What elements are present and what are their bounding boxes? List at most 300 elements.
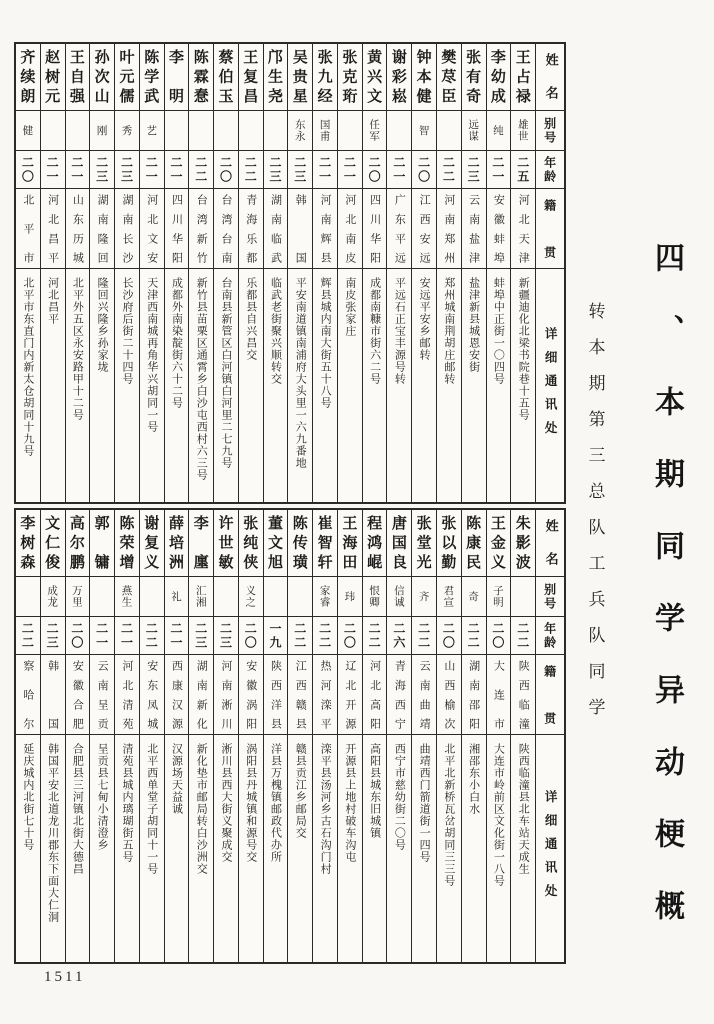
name-text: 谢复义 bbox=[142, 515, 161, 571]
age-text: 二三 bbox=[218, 621, 233, 650]
age-cell bbox=[239, 616, 263, 654]
name-text: 叶元儒 bbox=[117, 49, 136, 105]
person-column bbox=[312, 510, 337, 962]
name-cell bbox=[412, 510, 436, 576]
age-cell bbox=[41, 150, 65, 188]
native-cell bbox=[115, 654, 139, 734]
native-cell bbox=[41, 654, 65, 734]
person-column bbox=[436, 510, 461, 962]
row-header-column bbox=[535, 44, 564, 502]
age-text: 二一 bbox=[45, 155, 60, 184]
age-text: 二一 bbox=[317, 155, 332, 184]
name-cell bbox=[90, 44, 114, 110]
age-cell bbox=[511, 616, 535, 654]
name-text: 崔智轩 bbox=[315, 515, 334, 571]
age-cell bbox=[239, 150, 263, 188]
native-cell bbox=[140, 188, 164, 268]
address-cell bbox=[239, 734, 263, 962]
native-cell bbox=[115, 188, 139, 268]
address-cell bbox=[115, 734, 139, 962]
age-text: 二二 bbox=[144, 621, 159, 650]
header-alias-text: 别号 bbox=[542, 582, 557, 611]
native-text: 青海乐都 bbox=[244, 194, 258, 263]
alias-text: 成龙 bbox=[46, 585, 59, 608]
name-cell bbox=[487, 510, 511, 576]
address-text: 新化垫市邮局转白沙洲交 bbox=[195, 743, 209, 875]
row-header-column bbox=[535, 510, 564, 962]
age-cell bbox=[90, 150, 114, 188]
age-text: 二二 bbox=[20, 621, 35, 650]
address-cell bbox=[412, 268, 436, 502]
alias-text: 刚 bbox=[95, 124, 108, 137]
age-cell bbox=[115, 150, 139, 188]
person-column bbox=[486, 44, 511, 502]
name-cell bbox=[338, 510, 362, 576]
name-cell bbox=[363, 510, 387, 576]
name-text: 张以勤 bbox=[439, 515, 458, 571]
name-text: 王自强 bbox=[67, 49, 86, 105]
address-text: 呈贡县七甸小清澄乡 bbox=[96, 743, 110, 851]
age-text: 二〇 bbox=[69, 621, 84, 650]
name-text: 孙次山 bbox=[92, 49, 111, 105]
alias-cell bbox=[437, 110, 461, 150]
native-cell bbox=[288, 654, 312, 734]
native-text: 湖南临武 bbox=[269, 194, 283, 263]
age-text: 二一 bbox=[490, 155, 505, 184]
age-text: 二三 bbox=[193, 621, 208, 650]
alias-cell bbox=[313, 576, 337, 616]
name-text: 张克珩 bbox=[340, 49, 359, 105]
native-cell bbox=[437, 188, 461, 268]
name-cell bbox=[338, 44, 362, 110]
address-cell bbox=[41, 734, 65, 962]
native-cell bbox=[437, 654, 461, 734]
address-text: 北平外五区永安路甲十二号 bbox=[71, 277, 85, 421]
address-text: 平远石正宝丰源号转 bbox=[393, 277, 407, 385]
name-cell bbox=[462, 510, 486, 576]
age-cell bbox=[115, 616, 139, 654]
name-text: 赵树元 bbox=[43, 49, 62, 105]
name-cell bbox=[487, 44, 511, 110]
name-text: 程鸿崐 bbox=[365, 515, 384, 571]
age-text: 二一 bbox=[342, 155, 357, 184]
name-text: 张纯侠 bbox=[241, 515, 260, 571]
person-column bbox=[139, 510, 164, 962]
header-name-text: 姓名 bbox=[542, 519, 558, 567]
age-text: 二一 bbox=[391, 155, 406, 184]
age-cell bbox=[165, 616, 189, 654]
header-native-cell bbox=[536, 654, 564, 734]
age-cell bbox=[363, 616, 387, 654]
header-age-cell bbox=[536, 150, 564, 188]
age-cell bbox=[487, 616, 511, 654]
age-text: 二〇 bbox=[416, 155, 431, 184]
name-cell bbox=[264, 44, 288, 110]
name-text: 文仁俊 bbox=[43, 515, 62, 571]
person-column bbox=[164, 510, 189, 962]
native-text: 安徽蚌埠 bbox=[492, 194, 506, 263]
name-cell bbox=[462, 44, 486, 110]
name-text: 高尔鹏 bbox=[67, 515, 86, 571]
name-cell bbox=[165, 44, 189, 110]
name-text: 王复昌 bbox=[241, 49, 260, 105]
native-cell bbox=[165, 188, 189, 268]
address-cell bbox=[264, 734, 288, 962]
name-cell bbox=[363, 44, 387, 110]
native-text: 湖南长沙 bbox=[120, 194, 134, 263]
alias-cell bbox=[437, 576, 461, 616]
person-column bbox=[139, 44, 164, 502]
header-name-cell bbox=[536, 510, 564, 576]
age-cell bbox=[41, 616, 65, 654]
name-text: 樊荩臣 bbox=[439, 49, 458, 105]
header-age-cell bbox=[536, 616, 564, 654]
age-cell bbox=[338, 616, 362, 654]
name-cell bbox=[90, 510, 114, 576]
name-cell bbox=[16, 44, 40, 110]
alias-cell bbox=[66, 110, 90, 150]
person-column bbox=[40, 510, 65, 962]
alias-text: 万里 bbox=[70, 585, 83, 608]
person-column bbox=[337, 44, 362, 502]
name-text: 陈学武 bbox=[142, 49, 161, 105]
native-cell bbox=[462, 654, 486, 734]
age-cell bbox=[189, 616, 213, 654]
address-text: 洋县万槐镇邮政代办所 bbox=[269, 743, 283, 863]
section-title: 四、本期同学异动梗概 bbox=[649, 242, 684, 962]
name-text: 钟本健 bbox=[414, 49, 433, 105]
name-cell bbox=[511, 44, 535, 110]
age-cell bbox=[437, 150, 461, 188]
person-column bbox=[65, 510, 90, 962]
address-cell bbox=[462, 268, 486, 502]
native-text: 四川华阳 bbox=[170, 194, 184, 263]
address-text: 赣县贡江乡邮局交 bbox=[294, 743, 308, 839]
name-cell bbox=[239, 510, 263, 576]
alias-text: 远谋 bbox=[467, 119, 480, 142]
age-text: 二一 bbox=[144, 155, 159, 184]
alias-text: 汇湘 bbox=[194, 585, 207, 608]
alias-cell bbox=[264, 576, 288, 616]
name-text: 李树森 bbox=[18, 515, 37, 571]
age-text: 二二 bbox=[416, 621, 431, 650]
address-cell bbox=[140, 734, 164, 962]
person-column bbox=[16, 44, 40, 502]
address-cell bbox=[387, 734, 411, 962]
header-alias-cell bbox=[536, 110, 564, 150]
alias-text: 雄世 bbox=[516, 119, 529, 142]
alias-cell bbox=[115, 110, 139, 150]
alias-cell bbox=[487, 576, 511, 616]
age-cell bbox=[16, 616, 40, 654]
native-text: 韩国 bbox=[294, 194, 308, 263]
alias-cell bbox=[511, 576, 535, 616]
name-cell bbox=[313, 44, 337, 110]
native-cell bbox=[511, 654, 535, 734]
header-native-text: 籍贯 bbox=[542, 665, 557, 724]
address-text: 成都南糠市街六二号 bbox=[368, 277, 382, 385]
alias-cell bbox=[338, 576, 362, 616]
address-text: 盐津新县城恩安街 bbox=[467, 277, 481, 373]
alias-cell bbox=[140, 110, 164, 150]
native-text: 热河滦平 bbox=[319, 660, 333, 729]
person-column bbox=[40, 44, 65, 502]
alias-text: 秀 bbox=[120, 124, 133, 137]
name-cell bbox=[41, 510, 65, 576]
name-cell bbox=[387, 44, 411, 110]
address-cell bbox=[165, 268, 189, 502]
person-column bbox=[411, 44, 436, 502]
address-cell bbox=[511, 734, 535, 962]
age-cell bbox=[437, 616, 461, 654]
native-text: 安徽合肥 bbox=[71, 660, 85, 729]
name-cell bbox=[239, 44, 263, 110]
alias-cell bbox=[412, 576, 436, 616]
address-cell bbox=[412, 734, 436, 962]
address-text: 北平北新桥瓦岔胡同三三号 bbox=[442, 743, 456, 887]
address-cell bbox=[66, 268, 90, 502]
person-column bbox=[386, 510, 411, 962]
alias-cell bbox=[412, 110, 436, 150]
native-cell bbox=[239, 188, 263, 268]
age-cell bbox=[462, 616, 486, 654]
alias-text: 玮 bbox=[343, 590, 356, 603]
address-text: 新竹县苗栗区通霄乡白沙屯西村六三号 bbox=[195, 277, 209, 481]
address-text: 大连市岭前区文化街一八号 bbox=[492, 743, 506, 887]
age-cell bbox=[363, 150, 387, 188]
alias-cell bbox=[214, 110, 238, 150]
person-column bbox=[263, 510, 288, 962]
age-cell bbox=[264, 616, 288, 654]
native-text: 江西安远 bbox=[418, 194, 432, 263]
name-cell bbox=[412, 44, 436, 110]
address-text: 延庆城内北街七十号 bbox=[21, 743, 35, 851]
native-cell bbox=[140, 654, 164, 734]
person-column bbox=[188, 510, 213, 962]
age-text: 二〇 bbox=[20, 155, 35, 184]
address-cell bbox=[90, 268, 114, 502]
alias-cell bbox=[264, 110, 288, 150]
address-cell bbox=[115, 268, 139, 502]
alias-cell bbox=[239, 576, 263, 616]
native-cell bbox=[313, 654, 337, 734]
alias-cell bbox=[214, 576, 238, 616]
person-column bbox=[188, 44, 213, 502]
alias-cell bbox=[41, 576, 65, 616]
person-column bbox=[510, 510, 535, 962]
age-text: 二一 bbox=[168, 155, 183, 184]
age-text: 二二 bbox=[441, 155, 456, 184]
address-text: 平安南道镇南浦府大头里一六九番地 bbox=[294, 277, 308, 469]
name-text: 朱影波 bbox=[513, 515, 532, 571]
name-cell bbox=[288, 510, 312, 576]
native-text: 安东凤城 bbox=[145, 660, 159, 729]
alias-cell bbox=[462, 576, 486, 616]
native-cell bbox=[313, 188, 337, 268]
address-cell bbox=[487, 268, 511, 502]
address-text: 韩国平安北道龙川郡东下面大仁洞 bbox=[46, 743, 60, 923]
native-text: 河南郑州 bbox=[442, 194, 456, 263]
age-cell bbox=[412, 616, 436, 654]
section-subtitle: 转本期第三总队工兵队同学 bbox=[584, 302, 605, 734]
name-text: 黄兴文 bbox=[365, 49, 384, 105]
name-text: 张堂光 bbox=[414, 515, 433, 571]
native-text: 韩国 bbox=[46, 660, 60, 729]
age-text: 二三 bbox=[292, 155, 307, 184]
name-text: 张有奇 bbox=[464, 49, 483, 105]
address-text: 开源县上地村破车沟屯 bbox=[343, 743, 357, 863]
age-text: 二一 bbox=[69, 155, 84, 184]
address-text: 北平西单堂子胡同十一号 bbox=[145, 743, 159, 875]
native-text: 四川华阳 bbox=[368, 194, 382, 263]
native-cell bbox=[165, 654, 189, 734]
age-text: 二三 bbox=[268, 155, 283, 184]
age-cell bbox=[387, 616, 411, 654]
name-text: 王海田 bbox=[340, 515, 359, 571]
name-cell bbox=[387, 510, 411, 576]
native-cell bbox=[66, 188, 90, 268]
address-text: 蚌埠中正街一〇四号 bbox=[492, 277, 506, 385]
name-text: 谢彩崧 bbox=[389, 49, 408, 105]
name-text: 李幼成 bbox=[488, 49, 507, 105]
native-text: 云南盐津 bbox=[467, 194, 481, 263]
name-cell bbox=[41, 44, 65, 110]
header-native-text: 籍贯 bbox=[542, 199, 557, 258]
person-column bbox=[65, 44, 90, 502]
alias-text: 家睿 bbox=[318, 585, 331, 608]
address-cell bbox=[437, 268, 461, 502]
address-text: 合肥县三河镇北街大德昌 bbox=[71, 743, 85, 875]
age-text: 二一 bbox=[119, 621, 134, 650]
person-column bbox=[411, 510, 436, 962]
header-name-cell bbox=[536, 44, 564, 110]
address-text: 清苑县城内璃瑚街五号 bbox=[120, 743, 134, 863]
person-column bbox=[238, 44, 263, 502]
address-text: 北平市东直门内新太仓胡同十九号 bbox=[21, 277, 35, 457]
address-text: 辉县城内南大街五十八号 bbox=[319, 277, 333, 409]
name-cell bbox=[313, 510, 337, 576]
person-column bbox=[362, 510, 387, 962]
address-text: 陕西临潼县北车站天成生 bbox=[517, 743, 531, 875]
native-cell bbox=[387, 188, 411, 268]
age-cell bbox=[165, 150, 189, 188]
address-text: 郑州城南荆胡庄邮转 bbox=[442, 277, 456, 385]
name-cell bbox=[66, 44, 90, 110]
alias-text: 智 bbox=[417, 124, 430, 137]
name-text: 陈康民 bbox=[464, 515, 483, 571]
address-text: 淅川县西大街义聚成交 bbox=[220, 743, 233, 863]
alias-text: 纯 bbox=[491, 124, 504, 137]
address-cell bbox=[140, 268, 164, 502]
native-cell bbox=[363, 188, 387, 268]
address-text: 长沙府后街二十四号 bbox=[120, 277, 134, 385]
alias-cell bbox=[189, 576, 213, 616]
address-text: 湘邵东小白水 bbox=[467, 743, 481, 815]
age-cell bbox=[189, 150, 213, 188]
age-text: 二二 bbox=[193, 155, 208, 184]
address-text: 滦平县汤河乡古石沟门村 bbox=[319, 743, 333, 875]
alias-cell bbox=[338, 110, 362, 150]
address-cell bbox=[214, 268, 238, 502]
native-text: 陕西临潼 bbox=[517, 660, 531, 729]
alias-text: 礼 bbox=[169, 590, 182, 603]
address-cell bbox=[462, 734, 486, 962]
native-cell bbox=[90, 188, 114, 268]
native-cell bbox=[66, 654, 90, 734]
age-text: 二二 bbox=[367, 621, 382, 650]
address-cell bbox=[264, 268, 288, 502]
name-text: 陈荣增 bbox=[117, 515, 136, 571]
native-cell bbox=[264, 188, 288, 268]
person-column bbox=[362, 44, 387, 502]
native-cell bbox=[338, 188, 362, 268]
roster-table-bottom bbox=[14, 508, 566, 964]
name-text: 王占禄 bbox=[513, 49, 532, 105]
alias-cell bbox=[363, 110, 387, 150]
native-text: 陕西洋县 bbox=[269, 660, 283, 729]
age-text: 二三 bbox=[119, 155, 134, 184]
name-cell bbox=[288, 44, 312, 110]
alias-cell bbox=[288, 576, 312, 616]
name-cell bbox=[140, 44, 164, 110]
name-cell bbox=[189, 510, 213, 576]
age-cell bbox=[387, 150, 411, 188]
age-text: 二五 bbox=[515, 155, 530, 184]
alias-text: 健 bbox=[21, 124, 34, 137]
address-text: 涡阳县丹城镇和源号交 bbox=[244, 743, 258, 863]
address-cell bbox=[90, 734, 114, 962]
alias-text: 任军 bbox=[368, 119, 381, 142]
age-text: 二六 bbox=[391, 621, 406, 650]
roster-table-top bbox=[14, 42, 566, 504]
address-text: 成都外南染靛街六十二号 bbox=[170, 277, 184, 409]
age-cell bbox=[214, 616, 238, 654]
header-native-cell bbox=[536, 188, 564, 268]
age-text: 二〇 bbox=[218, 155, 233, 184]
address-text: 河北昌平 bbox=[46, 277, 60, 325]
address-cell bbox=[363, 734, 387, 962]
age-cell bbox=[90, 616, 114, 654]
age-text: 二二 bbox=[292, 621, 307, 650]
address-text: 安远平安乡邮转 bbox=[418, 277, 432, 361]
address-cell bbox=[288, 268, 312, 502]
header-age-text: 年龄 bbox=[542, 155, 557, 184]
age-cell bbox=[140, 150, 164, 188]
native-cell bbox=[189, 654, 213, 734]
age-cell bbox=[140, 616, 164, 654]
native-text: 云南呈贡 bbox=[96, 660, 110, 729]
alias-cell bbox=[363, 576, 387, 616]
alias-cell bbox=[16, 576, 40, 616]
alias-cell bbox=[387, 576, 411, 616]
age-cell bbox=[66, 616, 90, 654]
address-cell bbox=[239, 268, 263, 502]
name-cell bbox=[165, 510, 189, 576]
native-text: 山东历城 bbox=[71, 194, 85, 263]
name-text: 薛培洲 bbox=[166, 515, 185, 571]
age-text: 一九 bbox=[268, 621, 283, 650]
header-address-text: 详细通讯处 bbox=[543, 326, 559, 445]
alias-cell bbox=[288, 110, 312, 150]
native-text: 西康汉源 bbox=[170, 660, 184, 729]
age-text: 二一 bbox=[168, 621, 183, 650]
alias-text: 奇 bbox=[467, 590, 480, 603]
native-text: 河北南皮 bbox=[343, 194, 357, 263]
address-text: 高阳县城东旧城镇 bbox=[368, 743, 382, 839]
alias-cell bbox=[140, 576, 164, 616]
name-cell bbox=[140, 510, 164, 576]
address-cell bbox=[41, 268, 65, 502]
